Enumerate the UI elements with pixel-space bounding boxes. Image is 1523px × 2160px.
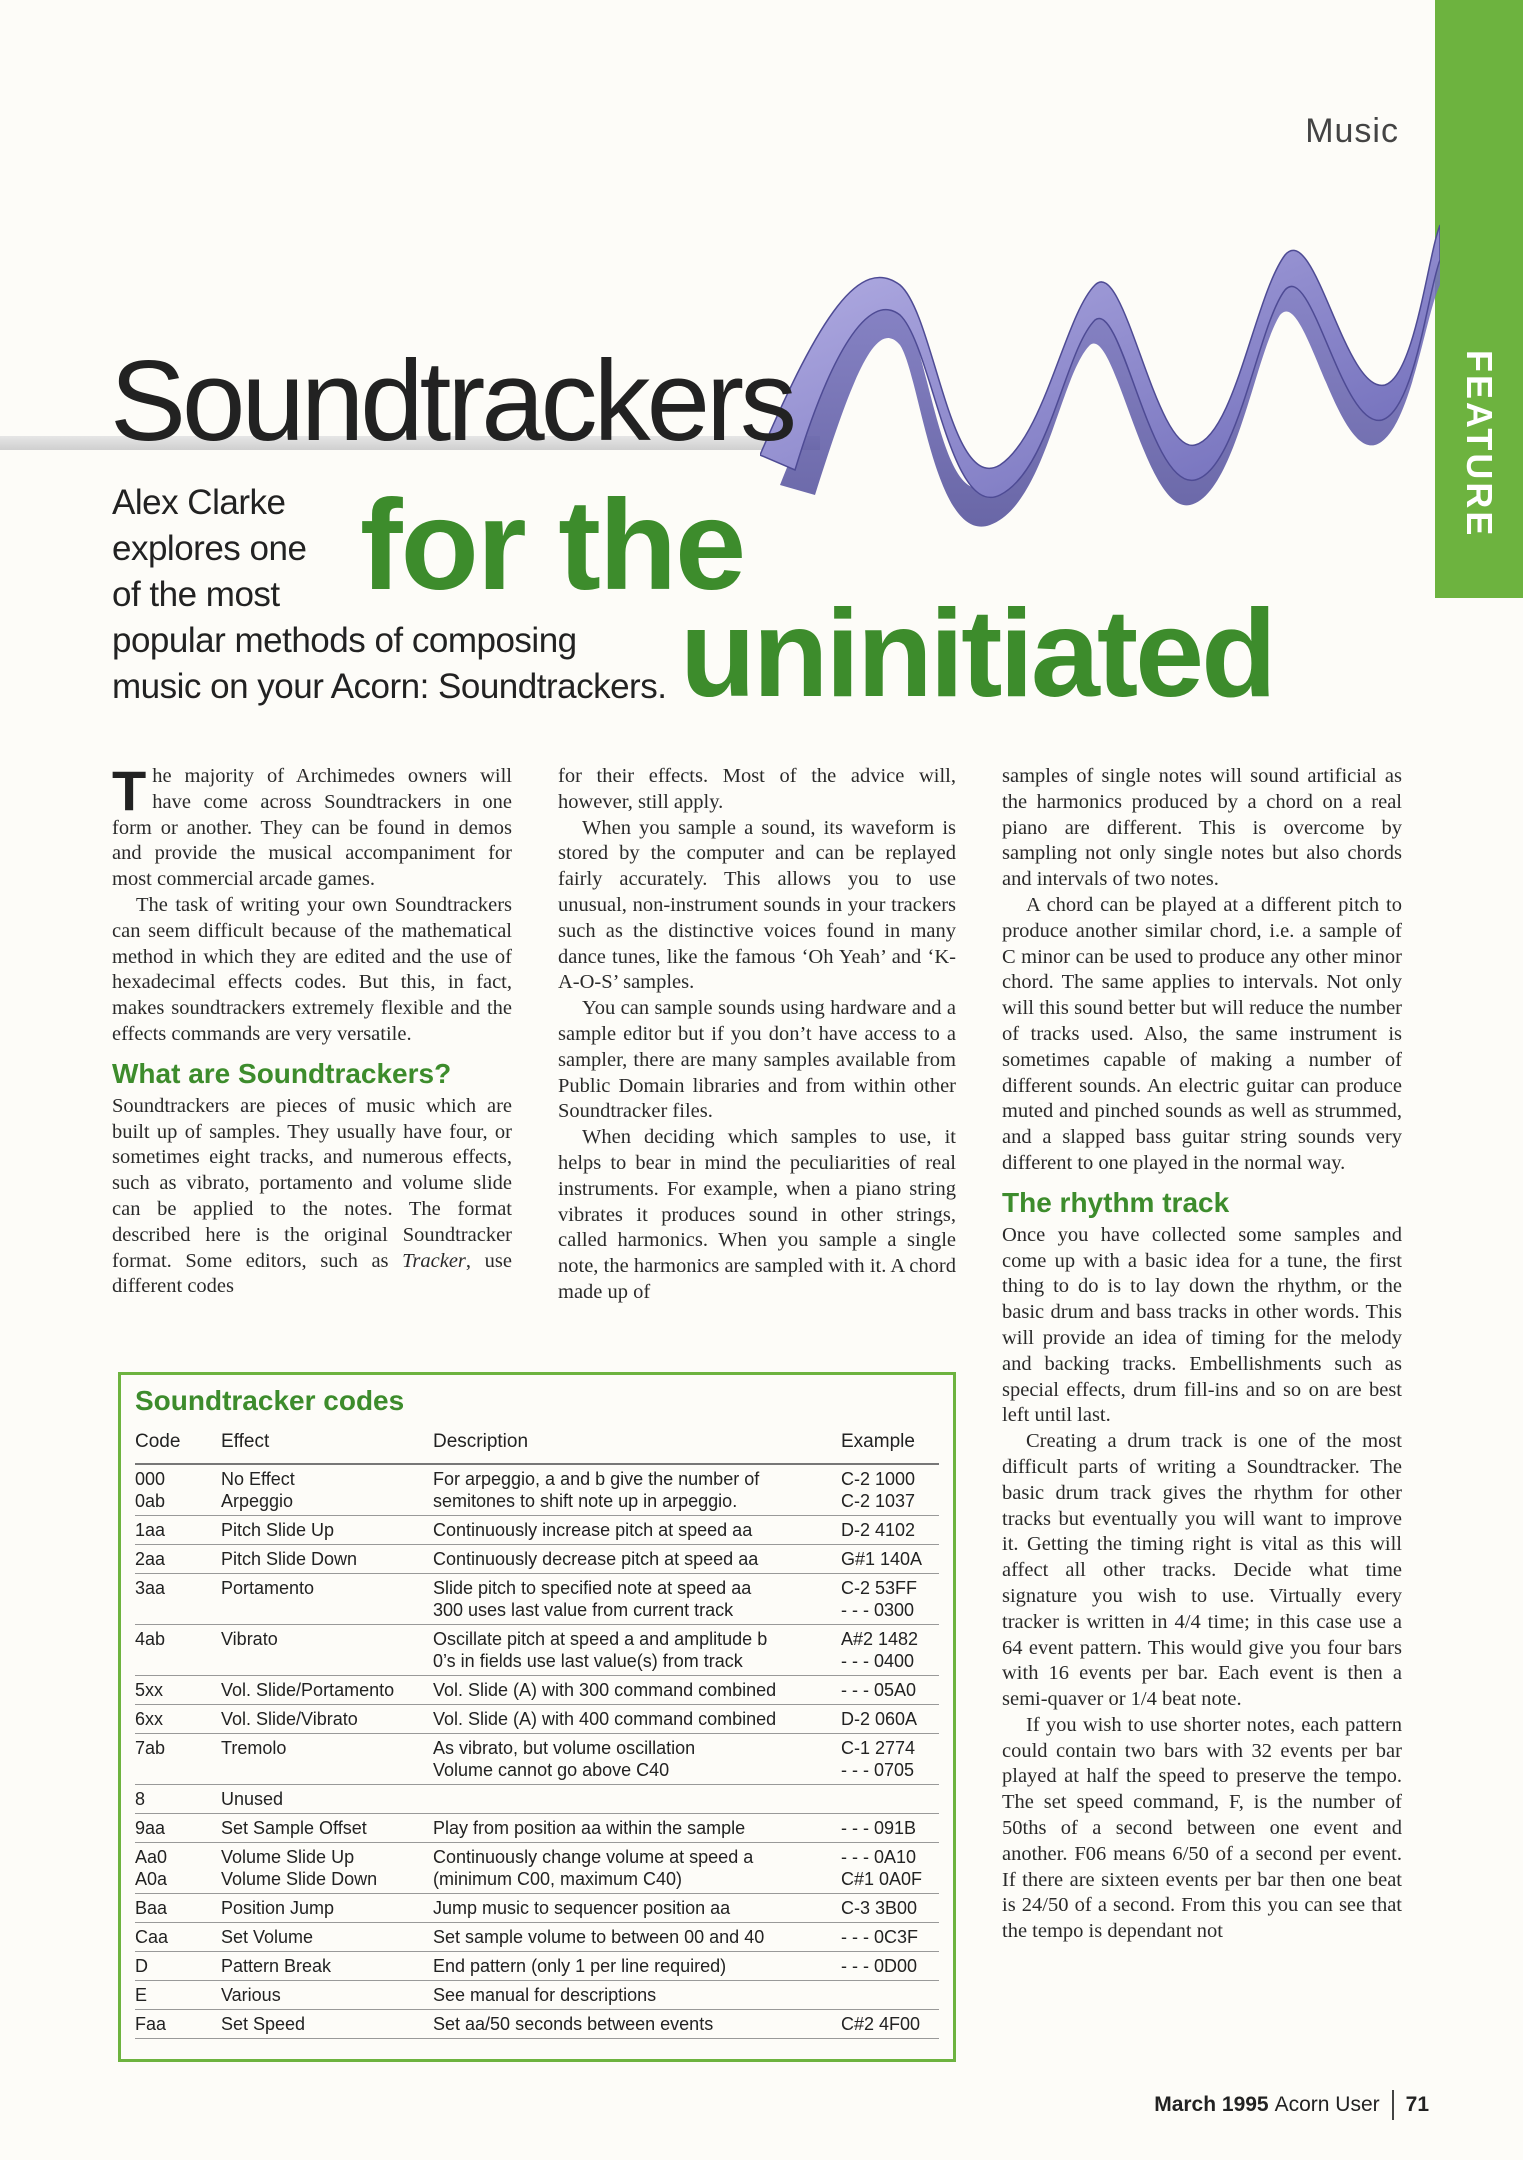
body-paragraph: for their effects. Most of the advice will, however, still apply.: [558, 765, 956, 813]
table-cell-effect: [221, 1843, 433, 1894]
table-row: [135, 1625, 939, 1676]
cell-line: - - - 0400: [841, 1651, 915, 1671]
cell-line: D-2 060A: [841, 1709, 918, 1729]
cell-line: Portamento: [221, 1578, 315, 1598]
cell-line: Vol. Slide (A) with 400 command combined: [433, 1709, 777, 1729]
table-cell-example: [841, 1843, 939, 1894]
body-paragraph: When you sample a sound, its waveform is stored by the computer and can be replayed fairly accurately. This allows you to use unusual, non-instrument sounds in your trackers such as the distinctive voices found in many dance tunes, like the famous ‘Oh Yeah’ and ‘K-A-O-S’ samples.: [558, 816, 956, 994]
body-paragraph: [112, 759, 512, 893]
codes-box-title: Soundtracker codes: [135, 1385, 405, 1416]
table-cell-code: [135, 1705, 221, 1734]
codes-table-header-row: [135, 1427, 939, 1464]
column-header-example: Example: [841, 1427, 939, 1464]
table-row: [135, 1516, 939, 1545]
cell-line: - - - 05A0: [841, 1680, 917, 1700]
cell-line: Tremolo: [221, 1738, 287, 1758]
cell-line: 0ab: [135, 1491, 166, 1511]
table-cell-example: [841, 1923, 939, 1952]
body-paragraph: samples of single notes will sound artificial as the harmonics produced by a chord on a real piano are different. This is overcome by sampling not only single notes but also chords and intervals of two notes.: [1002, 765, 1402, 891]
cell-line: Vibrato: [221, 1629, 278, 1649]
cell-line: C-1 2774: [841, 1738, 916, 1758]
body-paragraph: The task of writing your own Soundtrackers can seem difficult because of the mathematical method in which they are edited and the use of hexadecimal effects codes. But this, in fact, makes soundtrackers extremely flexible and the effects commands are very versatile.: [112, 893, 512, 1045]
table-cell-desc: [433, 1516, 841, 1545]
table-cell-code: [135, 1464, 221, 1516]
table-cell-desc: [433, 1952, 841, 1981]
table-cell-code: [135, 1952, 221, 1981]
table-row: [135, 1676, 939, 1705]
standfirst-line: explores one: [112, 529, 307, 568]
table-cell-example: [841, 1705, 939, 1734]
cell-line: Pattern Break: [221, 1956, 332, 1976]
cell-line: 4ab: [135, 1629, 166, 1649]
cell-line: semitones to shift note up in arpeggio.: [433, 1491, 738, 1511]
cell-line: A0a: [135, 1869, 168, 1889]
column-header-description: Description: [433, 1427, 841, 1464]
cell-line: Continuously change volume at speed a: [433, 1847, 754, 1867]
cell-line: 0’s in fields use last value(s) from track: [433, 1651, 743, 1671]
drop-cap: T: [112, 759, 147, 822]
table-cell-example: [841, 1545, 939, 1574]
table-row: [135, 1785, 939, 1814]
cell-line: For arpeggio, a and b give the number of: [433, 1469, 760, 1489]
cell-line: 300 uses last value from current track: [433, 1600, 734, 1620]
cell-line: Faa: [135, 2014, 167, 2034]
table-cell-effect: [221, 1574, 433, 1625]
table-cell-desc: [433, 2010, 841, 2039]
cell-line: Volume cannot go above C40: [433, 1760, 670, 1780]
subheading-what-are-soundtrackers: What are Soundtrackers?: [112, 1057, 452, 1089]
cell-line: - - - 0A10: [841, 1847, 917, 1867]
cell-line: C-3 3B00: [841, 1898, 918, 1918]
cell-line: 000: [135, 1469, 166, 1489]
cell-line: No Effect: [221, 1469, 295, 1489]
table-cell-effect: [221, 1923, 433, 1952]
table-cell-code: [135, 1894, 221, 1923]
cell-line: [841, 1788, 939, 1810]
cell-line: 2aa: [135, 1549, 166, 1569]
cell-line: Continuously increase pitch at speed aa: [433, 1520, 753, 1540]
page-footer: [1154, 2090, 1429, 2120]
table-cell-example: [841, 1734, 939, 1785]
codes-table: [135, 1427, 939, 2039]
standfirst-line: Alex Clarke: [112, 483, 286, 522]
cell-line: Continuously decrease pitch at speed aa: [433, 1549, 759, 1569]
cell-line: - - - 0D00: [841, 1956, 918, 1976]
body-column-1: [112, 759, 512, 1300]
table-cell-code: [135, 1545, 221, 1574]
cell-line: End pattern (only 1 per line required): [433, 1956, 727, 1976]
table-cell-effect: [221, 1734, 433, 1785]
cell-line: As vibrato, but volume oscillation: [433, 1738, 696, 1758]
table-row: [135, 1814, 939, 1843]
cell-line: 6xx: [135, 1709, 164, 1729]
table-cell-desc: [433, 1843, 841, 1894]
table-cell-example: [841, 1516, 939, 1545]
table-cell-example: [841, 2010, 939, 2039]
section-label: Music: [1305, 112, 1399, 150]
cell-line: 8: [135, 1789, 146, 1809]
body-paragraph: If you wish to use shorter notes, each pattern could contain two bars with 32 events per bar played at half the speed to preserve the tempo. The set speed command, F, is the number of 50ths of a second between one event and another. F06 means 6/50 of a second per event. If there are sixteen events per bar then one beat is 24/50 of a second. From this you can see that the tempo is dependant not: [1002, 1713, 1402, 1943]
table-cell-effect: [221, 1676, 433, 1705]
table-cell-example: [841, 1676, 939, 1705]
standfirst: [112, 480, 672, 710]
paragraph-text: Soundtrackers are pieces of music which are built up of samples. They usually have four, or sometimes eight tracks, and numerous effects, such as vibrato, portamento and volume slide can be applied to the notes. The format described here is the original Soundtracker format. Some editors, such as: [112, 1094, 512, 1272]
table-cell-effect: [221, 1516, 433, 1545]
article-title: Soundtrackers: [110, 338, 794, 465]
cell-line: - - - 0300: [841, 1600, 915, 1620]
body-paragraph: You can sample sounds using hardware and a sample editor but if you don’t have access to a sampler, there are many samples available from Public Domain libraries and from within other Soundtracker files.: [558, 997, 956, 1123]
cell-line: Set Sample Offset: [221, 1818, 367, 1838]
cell-line: 1aa: [135, 1520, 166, 1540]
table-cell-code: [135, 1676, 221, 1705]
standfirst-line: popular methods of composing: [112, 621, 577, 660]
cell-line: Various: [221, 1985, 281, 2005]
table-cell-example: [841, 1814, 939, 1843]
table-row: [135, 1464, 939, 1516]
cell-line: C-2 1037: [841, 1491, 916, 1511]
standfirst-line: music on your Acorn: Soundtrackers.: [112, 667, 667, 706]
table-cell-desc: [433, 1785, 841, 1814]
paragraph-text: he majority of Archimedes owners will have come across Soundtrackers in one form or another. They can be found in demos and provide the musical accompaniment for most commercial arcade games.: [112, 765, 512, 891]
cell-line: C#2 4F00: [841, 2014, 921, 2034]
table-cell-desc: [433, 1734, 841, 1785]
column-header-effect: Effect: [221, 1427, 433, 1464]
cell-line: A#2 1482: [841, 1629, 919, 1649]
cell-line: Play from position aa within the sample: [433, 1818, 746, 1838]
body-paragraph: When deciding which samples to use, it helps to bear in mind the peculiarities of real instruments. For example, when a piano string vibrates it produces sound in other strings, called harmonics. When you sample a single note, the harmonics are sampled with it. A chord made up of: [558, 1126, 956, 1303]
cell-line: Caa: [135, 1927, 169, 1947]
subheading-rhythm-track: The rhythm track: [1002, 1186, 1230, 1218]
issue-date: March 1995: [1154, 2093, 1269, 2116]
cell-line: Pitch Slide Down: [221, 1549, 358, 1569]
table-cell-desc: [433, 1545, 841, 1574]
table-row: [135, 1843, 939, 1894]
table-cell-desc: [433, 1814, 841, 1843]
table-row: [135, 1952, 939, 1981]
cell-line: Volume Slide Up: [221, 1847, 355, 1867]
table-row: [135, 1981, 939, 2010]
cell-line: - - - 091B: [841, 1818, 917, 1838]
table-row: [135, 1923, 939, 1952]
footer-divider: [1392, 2090, 1394, 2120]
table-cell-example: [841, 1574, 939, 1625]
table-cell-desc: [433, 1705, 841, 1734]
table-cell-example: [841, 1785, 939, 1814]
codes-table-body: [135, 1464, 939, 2039]
table-cell-code: [135, 2010, 221, 2039]
table-cell-effect: [221, 1981, 433, 2010]
paragraph-text: , use different codes: [112, 1249, 512, 1298]
cell-line: (minimum C00, maximum C40): [433, 1869, 683, 1889]
table-cell-effect: [221, 1952, 433, 1981]
cell-line: Vol. Slide/Vibrato: [221, 1709, 358, 1729]
table-cell-desc: [433, 1923, 841, 1952]
table-cell-example: [841, 1981, 939, 2010]
body-paragraph: Once you have collected some samples and come up with a basic idea for a tune, the first thing to do is to lay down the rhythm, or the basic drum and bass tracks in other words. This will provide an idea of timing for the melody and backing tracks. Embellishments such as special effects, drum fill-ins and so on are best left until last.: [1002, 1223, 1402, 1427]
cell-line: 7ab: [135, 1738, 166, 1758]
feature-tab-label: FEATURE: [1459, 349, 1500, 538]
cell-line: - - - 0705: [841, 1760, 915, 1780]
ribbon-wave-illustration: [760, 215, 1440, 615]
standfirst-line: of the most: [112, 575, 280, 614]
software-name: Tracker: [402, 1249, 466, 1272]
cell-line: - - - 0C3F: [841, 1927, 919, 1947]
table-cell-effect: [221, 1545, 433, 1574]
cell-line: D-2 4102: [841, 1520, 916, 1540]
cell-line: Baa: [135, 1898, 168, 1918]
table-row: [135, 1705, 939, 1734]
table-cell-example: [841, 1952, 939, 1981]
table-cell-effect: [221, 1705, 433, 1734]
cell-line: Position Jump: [221, 1898, 335, 1918]
cell-line: [841, 1984, 939, 2006]
table-cell-effect: [221, 2010, 433, 2039]
column-header-code: Code: [135, 1427, 221, 1464]
body-column-2: [558, 764, 956, 1306]
table-cell-code: [135, 1625, 221, 1676]
cell-line: [433, 1788, 841, 1810]
body-paragraph: Creating a drum track is one of the most difficult parts of writing a Soundtracker. The basic drum track gives the rhythm for other tracks but eventually you will want to improve it. Getting the timing right is vital as this will affect all other tracks. Decide what time signature you wish to use. Virtually every tracker is written in 4/4 time; in this case use a 64 event pattern. This would give you four bars with 16 events per bar. Each event is then a semi-quaver or 1/4 beat note.: [1002, 1430, 1402, 1711]
cell-line: Jump music to sequencer position aa: [433, 1898, 731, 1918]
table-cell-code: [135, 1516, 221, 1545]
table-row: [135, 1545, 939, 1574]
cell-line: Slide pitch to specified note at speed aa: [433, 1578, 752, 1598]
table-cell-code: [135, 1785, 221, 1814]
body-column-3: [1002, 764, 1402, 1945]
body-paragraph: [112, 1094, 512, 1300]
cell-line: Set aa/50 seconds between events: [433, 2014, 714, 2034]
soundtracker-codes-box: [118, 1372, 956, 2062]
feature-tab: [1435, 0, 1523, 598]
table-cell-desc: [433, 1981, 841, 2010]
cell-line: G#1 140A: [841, 1549, 923, 1569]
cell-line: Vol. Slide/Portamento: [221, 1680, 395, 1700]
table-cell-desc: [433, 1894, 841, 1923]
table-cell-code: [135, 1843, 221, 1894]
cell-line: Set Volume: [221, 1927, 314, 1947]
table-cell-effect: [221, 1625, 433, 1676]
table-cell-desc: [433, 1625, 841, 1676]
cell-line: Set sample volume to between 00 and 40: [433, 1927, 765, 1947]
cell-line: Arpeggio: [221, 1491, 294, 1511]
table-cell-code: [135, 1814, 221, 1843]
table-row: [135, 2010, 939, 2039]
table-cell-example: [841, 1625, 939, 1676]
table-cell-example: [841, 1464, 939, 1516]
cell-line: D: [135, 1956, 148, 1976]
cell-line: Volume Slide Down: [221, 1869, 378, 1889]
table-cell-code: [135, 1923, 221, 1952]
table-cell-desc: [433, 1574, 841, 1625]
cell-line: Pitch Slide Up: [221, 1520, 335, 1540]
cell-line: Aa0: [135, 1847, 168, 1867]
table-cell-effect: [221, 1785, 433, 1814]
table-row: [135, 1734, 939, 1785]
table-cell-code: [135, 1981, 221, 2010]
cell-line: 5xx: [135, 1680, 164, 1700]
cell-line: C-2 53FF: [841, 1578, 918, 1598]
table-cell-example: [841, 1894, 939, 1923]
body-paragraph: A chord can be played at a different pitch to produce another similar chord, i.e. a sample of C minor can be used to produce any other minor chord. The same applies to intervals. Not only will this sound better but will reduce the number of tracks used. Also, the same instrument is sometimes capable of making a number of different sounds. An electric guitar can produce muted and pinched sounds as well as strummed, and a slapped bass guitar string sounds very different to one played in the normal way.: [1002, 893, 1402, 1174]
cell-line: 9aa: [135, 1818, 166, 1838]
table-cell-effect: [221, 1464, 433, 1516]
table-row: [135, 1574, 939, 1625]
table-cell-code: [135, 1574, 221, 1625]
table-cell-code: [135, 1734, 221, 1785]
cell-line: C-2 1000: [841, 1469, 916, 1489]
table-cell-desc: [433, 1464, 841, 1516]
cell-line: Vol. Slide (A) with 300 command combined: [433, 1680, 777, 1700]
magazine-name: Acorn User: [1274, 2093, 1380, 2116]
cell-line: C#1 0A0F: [841, 1869, 923, 1889]
article-title-for-the: for the: [360, 474, 745, 617]
cell-line: Set Speed: [221, 2014, 306, 2034]
article-title-uninitiated: uninitiated: [680, 585, 1274, 723]
table-cell-effect: [221, 1894, 433, 1923]
cell-line: E: [135, 1985, 148, 2005]
table-row: [135, 1894, 939, 1923]
cell-line: See manual for descriptions: [433, 1985, 657, 2005]
page-number: 71: [1405, 2093, 1429, 2116]
cell-line: 3aa: [135, 1578, 166, 1598]
table-cell-effect: [221, 1814, 433, 1843]
cell-line: Oscillate pitch at speed a and amplitude b: [433, 1629, 768, 1649]
table-cell-desc: [433, 1676, 841, 1705]
cell-line: Unused: [221, 1789, 284, 1809]
